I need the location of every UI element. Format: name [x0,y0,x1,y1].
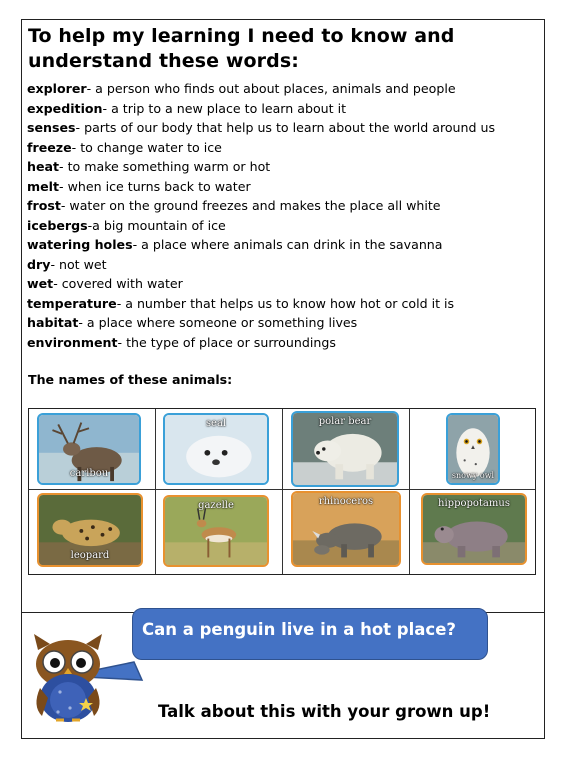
animals-heading: The names of these animals: [28,372,233,387]
vocab-definition: - the type of place or surroundings [117,334,336,350]
vocab-definition: - when ice turns back to water [59,178,251,194]
vocab-definition: - parts of our body that help us to learn about the world around us [75,120,496,135]
vocab-definition: - a person who finds out about places, animals and people [86,81,456,96]
vocab-term: temperature [27,295,117,311]
vocab-definition: -a big mountain of ice [87,217,226,233]
vocab-definition: - a place where animals can drink in the savanna [132,237,443,252]
vocab-item [27,274,542,294]
vocab-item [27,99,542,119]
animal-grid [28,408,536,575]
page-title: To help my learning I need to know and understand these words: [28,25,455,72]
animal-label: caribou [69,468,109,479]
animal-label: polar bear [318,416,372,427]
discussion-prompt: Talk about this with your grown up! [158,702,491,721]
vocabulary-list [27,79,542,352]
vocab-item [27,313,542,333]
vocab-item [27,157,542,177]
animal-label: rhinoceros [318,496,374,507]
animal-label: gazelle [198,500,234,511]
vocab-term: explorer [27,81,87,96]
vocab-term: environment [27,334,118,350]
vocab-definition: - a trip to a new place to learn about it [102,100,347,116]
vocab-term: senses [27,120,76,135]
vocab-item [27,235,542,255]
vocab-item [27,216,542,236]
vocab-item [27,196,542,216]
animal-label: snowy owl [451,471,495,480]
vocab-definition: - a place where someone or something lives [78,315,358,330]
animal-label: seal [205,418,227,429]
vocab-term: watering holes [27,237,133,252]
vocab-definition: - to change water to ice [71,139,222,155]
vocab-item [27,177,542,197]
vocab-item [27,79,542,99]
grid-line [282,409,283,574]
vocab-term: habitat [27,315,79,330]
animal-tile-caribou [37,413,141,485]
question-text: Can a penguin live in a hot place? [142,620,456,639]
animal-tile-seal [163,413,269,485]
vocab-term: icebergs [27,217,88,233]
vocab-item [27,118,542,138]
grid-line [155,409,156,574]
vocab-definition: - not wet [50,256,107,272]
vocab-term: heat [27,159,60,174]
animal-label: leopard [70,550,110,561]
grid-line [409,409,410,574]
vocab-item [27,333,542,353]
vocab-term: wet [27,276,54,291]
grid-line [29,489,535,490]
vocab-term: freeze [27,139,72,155]
vocab-item [27,294,542,314]
animal-tile-leopard [37,493,143,567]
vocab-definition: - covered with water [53,276,183,291]
animal-tile-hippopotamus [421,493,527,565]
animal-tile-gazelle [163,495,269,567]
animal-tile-polar-bear [291,411,399,487]
vocab-definition: - to make something warm or hot [59,159,271,174]
vocab-definition: - water on the ground freezes and makes the place all white [60,198,441,213]
owl-mascot-icon [30,628,106,724]
vocab-item [27,255,542,275]
vocab-term: expedition [27,100,103,116]
animal-label: hippopotamus [438,498,510,509]
animal-tile-rhinoceros [291,491,401,567]
vocab-term: melt [27,178,60,194]
vocab-term: frost [27,198,61,213]
vocab-definition: - a number that helps us to know how hot or cold it is [116,295,455,311]
animal-tile-snowy-owl [446,413,500,485]
vocab-item [27,138,542,158]
vocab-term: dry [27,256,51,272]
